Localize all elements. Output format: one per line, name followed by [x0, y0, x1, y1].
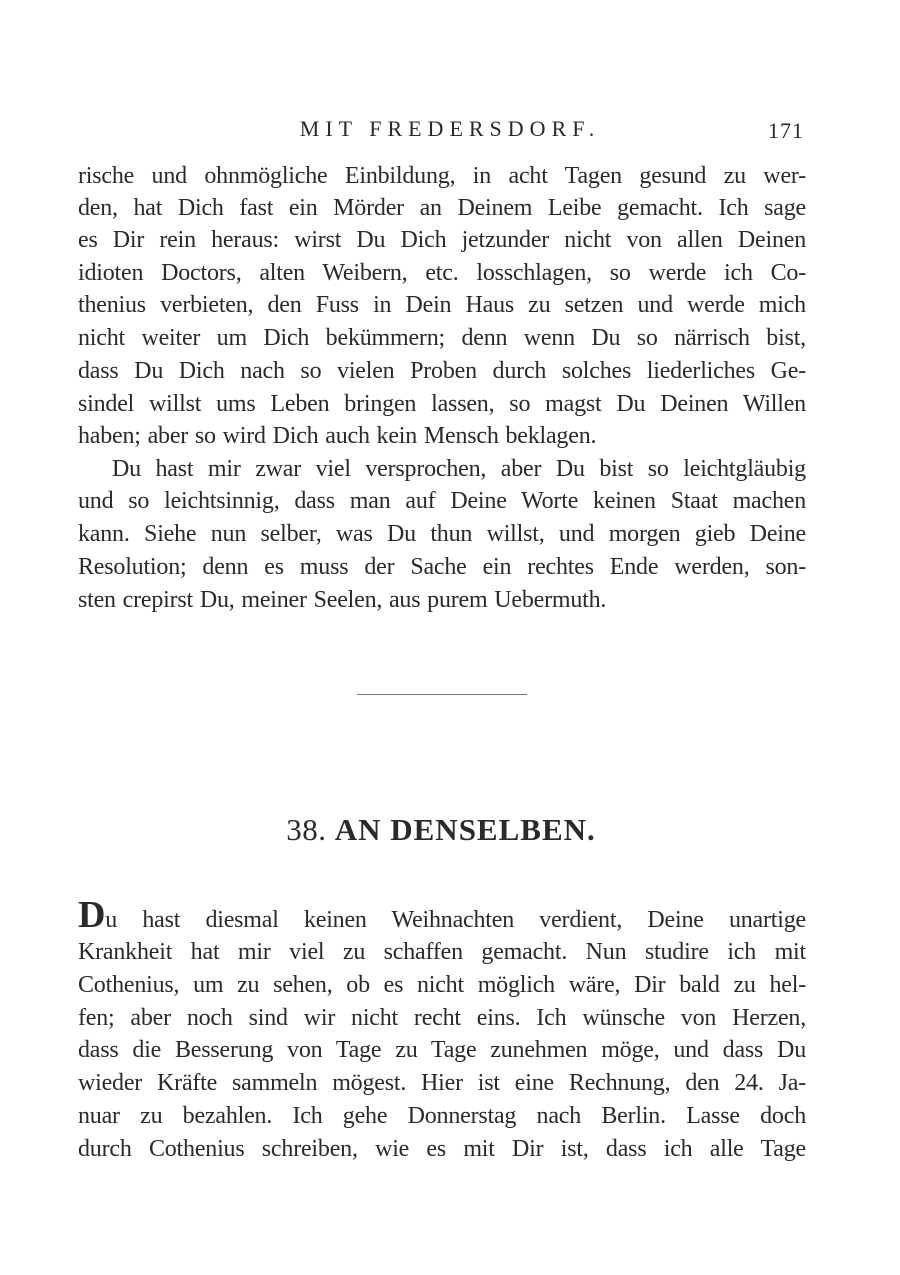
page-number: 171 [768, 118, 804, 143]
text-line: idioten Doctors, alten Weibern, etc. losschlagen, so werde ich Co- [78, 260, 806, 286]
text-line: nicht weiter um Dich bekümmern; denn wenn Du so närrisch bist, [78, 325, 806, 351]
text-line: thenius verbieten, den Fuss in Dein Haus zu setzen und werde mich [78, 292, 806, 318]
text-line: sindel willst ums Leben bringen lassen, so magst Du Deinen Willen [78, 391, 806, 417]
text-line [78, 894, 806, 936]
text-line: den, hat Dich fast ein Mörder an Deinem Leibe gemacht. Ich sage [78, 195, 806, 221]
section-divider [357, 694, 527, 695]
running-head: MIT FREDERSDORF. [299, 116, 601, 141]
text-line: Krankheit hat mir viel zu schaffen gemacht. Nun studire ich mit [78, 939, 806, 965]
text-line: es Dir rein heraus: wirst Du Dich jetzunder nicht von allen Deinen [78, 227, 806, 253]
text-line: rische und ohnmögliche Einbildung, in acht Tagen gesund zu wer- [78, 163, 806, 189]
text-line: Cothenius, um zu sehen, ob es nicht möglich wäre, Dir bald zu hel- [78, 972, 806, 998]
text-line: wieder Kräfte sammeln mögest. Hier ist eine Rechnung, den 24. Ja- [78, 1070, 806, 1096]
letter-heading [0, 812, 882, 848]
text-line: und so leichtsinnig, dass man auf Deine Worte keinen Staat machen [78, 488, 806, 514]
letter-number: 38. [286, 812, 327, 847]
text-line: Du hast mir zwar viel versprochen, aber Du bist so leichtgläubig [112, 456, 806, 482]
text-line: haben; aber so wird Dich auch kein Mensch beklagen. [78, 423, 597, 449]
text-line: sten crepirst Du, meiner Seelen, aus purem Uebermuth. [78, 587, 607, 613]
text-line: kann. Siehe nun selber, was Du thun willst, und morgen gieb Deine [78, 521, 806, 547]
text-line: durch Cothenius schreiben, wie es mit Dir ist, dass ich alle Tage [78, 1136, 806, 1162]
text-line-rest: u hast diesmal keinen Weihnachten verdient, Deine unartige [105, 907, 806, 933]
text-line: dass Du Dich nach so vielen Proben durch solches liederliches Ge- [78, 358, 806, 384]
text-line: dass die Besserung von Tage zu Tage zunehmen möge, und dass Du [78, 1037, 806, 1063]
text-line: nuar zu bezahlen. Ich gehe Donnerstag nach Berlin. Lasse doch [78, 1103, 806, 1129]
letter-title: AN DENSELBEN. [334, 812, 596, 847]
text-line: Resolution; denn es muss der Sache ein rechtes Ende werden, son- [78, 554, 806, 580]
drop-cap: D [78, 894, 106, 936]
text-line: fen; aber noch sind wir nicht recht eins. Ich wünsche von Herzen, [78, 1005, 806, 1031]
